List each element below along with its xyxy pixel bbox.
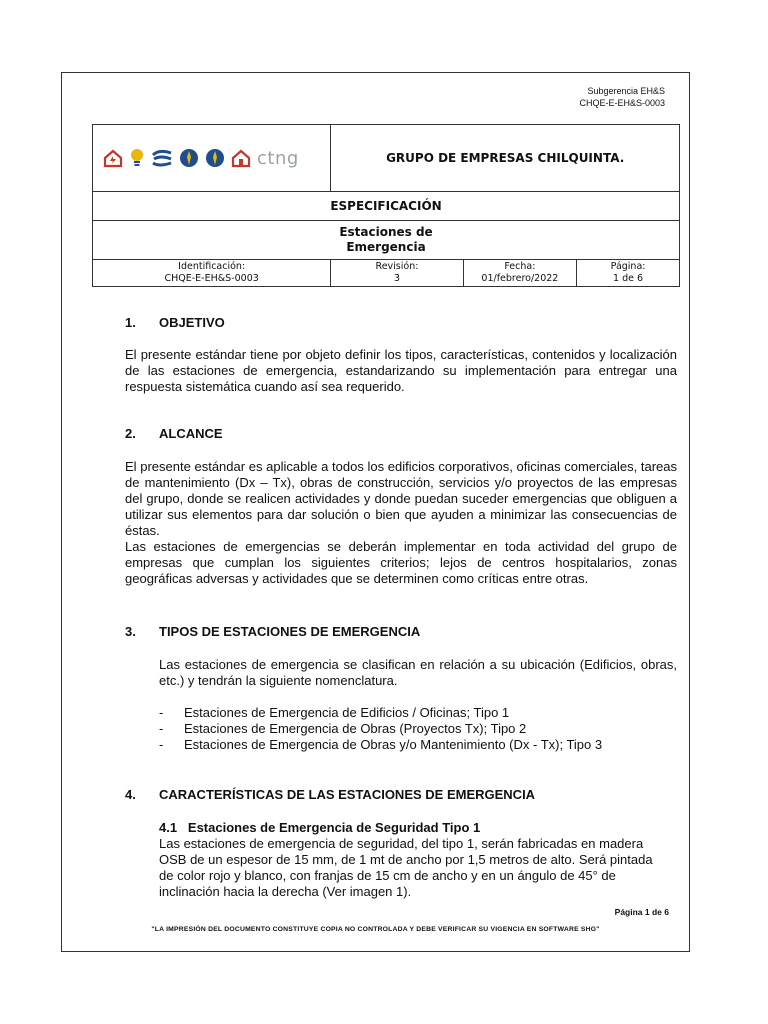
list-item-text: Estaciones de Emergencia de Obras y/o Mantenimiento (Dx - Tx); Tipo 3 [184,737,603,752]
meta-identification [93,260,331,287]
company-name: GRUPO DE EMPRESAS CHILQUINTA. [331,125,680,192]
ctng-logo-text: ctng [257,147,299,169]
section-1-number: 1. [125,315,136,330]
footer-note: "LA IMPRESIÓN DEL DOCUMENTO CONSTITUYE COPIA NO CONTROLADA Y DEBE VERIFICAR SU VIGENCIA EN SOFTWARE SHG" [151,926,600,933]
meta-date-label: Fecha: [504,261,536,272]
wave-logo-icon [151,148,173,168]
list-item: - Estaciones de Emergencia de Obras (Proyectos Tx); Tipo 2 [159,721,527,736]
house-power-logo-icon [103,148,123,168]
section-4-title: CARACTERÍSTICAS DE LAS ESTACIONES DE EMERGENCIA [159,787,536,802]
section-2-paragraph-2: Las estaciones de emergencias se deberán implementar en toda actividad del grupo de empresas que cumplan los siguientes criterios; lejos de centros hospitalarios, zonas geográficas adversas y actividades que se determinen como críticas entre otras. [125,539,677,586]
header-reference [579,85,665,109]
section-3-heading [125,624,625,640]
meta-date [463,260,576,287]
section-4-1-heading: 4.1 Estaciones de Emergencia de Seguridad Tipo 1 [159,820,481,835]
list-item: - Estaciones de Emergencia de Obras y/o Mantenimiento (Dx - Tx); Tipo 3 [159,737,603,752]
section-1-text: El presente estándar tiene por objeto definir los tipos, características, contenidos y localización de las estaciones de emergencia, estandarizando su implementación para entregar una respuesta sistemática cuando así sea requerido. [125,347,677,394]
header-code: CHQE-E-EH&S-0003 [579,98,665,108]
meta-id-value: CHQE-E-EH&S-0003 [164,273,259,284]
house-logo-icon [231,148,251,168]
section-4-number: 4. [125,787,136,802]
header-unit: Subgerencia EH&S [587,86,665,96]
section-4-1-text: Las estaciones de emergencia de seguridad, del tipo 1, serán fabricadas en madera OSB de un espesor de 15 mm, de 1 mt de ancho por 1,5 metros de alto. Será pintada de color rojo y blanco, con franjas de 15 cm de ancho y en un ángulo de 45° de inclinación hacia la derecha (Ver imagen 1). [159,836,653,899]
energy-globe-logo-icon [179,148,199,168]
section-2-number: 2. [125,426,136,441]
section-2-paragraph-1: El presente estándar es aplicable a todos los edificios corporativos, oficinas comerciales, tareas de mantenimiento (Dx – Tx), obras de construcción, servicios y/o proyectos de las empresas del grupo, donde se realicen actividades y donde puedan suceder emergencias que obliguen a utilizar sus elementos para dar solución o bien que ayuden a minimizar las consecuencias de éstas. [125,459,677,538]
footer-page-number: Página 1 de 6 [614,907,669,917]
meta-date-value: 01/febrero/2022 [481,273,559,284]
document-type: ESPECIFICACIÓN [93,192,680,221]
section-2-title: ALCANCE [159,426,223,441]
section-1-title: OBJETIVO [159,315,225,330]
section-1-heading [125,315,625,331]
header-table [92,124,680,287]
document-title [93,221,680,260]
section-3-list [159,705,602,753]
document-title-line1: Estaciones de [339,225,433,239]
company-logos [93,148,330,169]
list-item: - Estaciones de Emergencia de Edificios / Oficinas; Tipo 1 [159,705,510,720]
meta-revision [331,260,463,287]
section-2-heading [125,426,625,442]
section-4-heading [125,787,645,803]
meta-page [577,260,680,287]
section-3-title: TIPOS DE ESTACIONES DE EMERGENCIA [159,624,421,639]
meta-page-label: Página: [610,261,646,272]
list-item-text: Estaciones de Emergencia de Edificios / Oficinas; Tipo 1 [184,705,510,720]
lightbulb-logo-icon [129,148,145,168]
meta-page-value: 1 de 6 [613,273,644,284]
meta-id-label: Identificación: [178,261,246,272]
meta-rev-label: Revisión: [375,261,419,272]
section-3-number: 3. [125,624,136,639]
list-item-text: Estaciones de Emergencia de Obras (Proyectos Tx); Tipo 2 [184,721,527,736]
meta-rev-value: 3 [393,273,400,284]
document-title-line2: Emergencia [346,240,426,254]
energy-globe-logo-icon-2 [205,148,225,168]
logo-cell [93,125,331,192]
section-3-text: Las estaciones de emergencia se clasifican en relación a su ubicación (Edificios, obras, etc.) y tendrán la siguiente nomenclatura. [159,657,677,688]
